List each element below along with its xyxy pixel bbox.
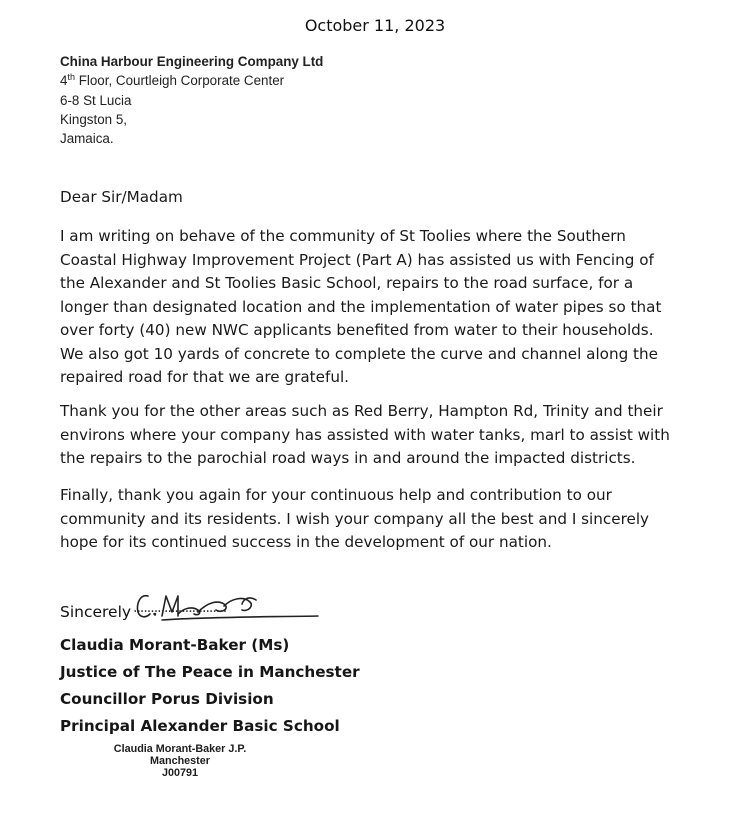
salutation: Dear Sir/Madam [60, 188, 183, 206]
signer-title: Principal Alexander Basic School [60, 717, 340, 735]
signer-title: Justice of The Peace in Manchester [60, 663, 360, 681]
letter-date: October 11, 2023 [304, 16, 446, 35]
paragraph-line: Finally, thank you again for your continuous help and contribution to our [60, 486, 612, 504]
stamp-name: Claudia Morant-Baker J.P. [113, 743, 247, 755]
body-paragraph-1 [60, 225, 661, 390]
paragraph-line: We also got 10 yards of concrete to complete the curve and channel along the [60, 344, 658, 363]
floor-suffix: th [67, 72, 75, 83]
signature-line: ........................... [133, 600, 227, 616]
recipient-country: Jamaica. [60, 131, 114, 147]
paragraph-line: over forty (40) new NWC applicants benefited from water to their households. [60, 321, 654, 339]
paragraph-line: repaired road for that we are grateful. [60, 368, 349, 386]
paragraph-line: longer than designated location and the implementation of water pipes so that [60, 297, 662, 316]
paragraph-line: the Alexander and St Toolies Basic School, repairs to the road surface, for a [60, 274, 634, 292]
closing: Sincerely [60, 603, 132, 621]
floor-rest: Floor, Courtleigh Corporate Center [74, 73, 285, 89]
paragraph-line: environs where your company has assisted with water tanks, marl to assist with [60, 425, 670, 444]
paragraph-line: I am writing on behave of the community of St Toolies where the Southern [60, 227, 626, 245]
handwritten-signature [132, 584, 322, 626]
signer-name: Claudia Morant-Baker (Ms) [60, 636, 290, 654]
recipient-address [60, 52, 323, 148]
paragraph-line: the repairs to the parochial road ways in and around the impacted districts. [60, 449, 636, 467]
paragraph-line: hope for its continued success in the development of our nation. [60, 533, 552, 551]
signer-block [60, 632, 360, 740]
body-paragraph-2 [60, 400, 670, 471]
recipient-city: Kingston 5, [60, 111, 127, 127]
paragraph-line: Coastal Highway Improvement Project (Part A) has assisted us with Fencing of [60, 250, 654, 269]
body-paragraph-3 [60, 484, 649, 555]
paragraph-line: community and its residents. I wish your company all the best and I sincerely [60, 509, 650, 528]
recipient-company: China Harbour Engineering Company Ltd [60, 54, 324, 69]
floor-number: 4 [60, 73, 68, 89]
stamp-parish: Manchester [149, 755, 210, 767]
recipient-street: 6-8 St Lucia [60, 92, 132, 108]
stamp-number: J00791 [161, 767, 199, 779]
jp-stamp [100, 743, 260, 779]
recipient-floor [60, 71, 323, 90]
signer-title: Councillor Porus Division [60, 690, 274, 708]
paragraph-line: Thank you for the other areas such as Red Berry, Hampton Rd, Trinity and their [60, 402, 663, 420]
